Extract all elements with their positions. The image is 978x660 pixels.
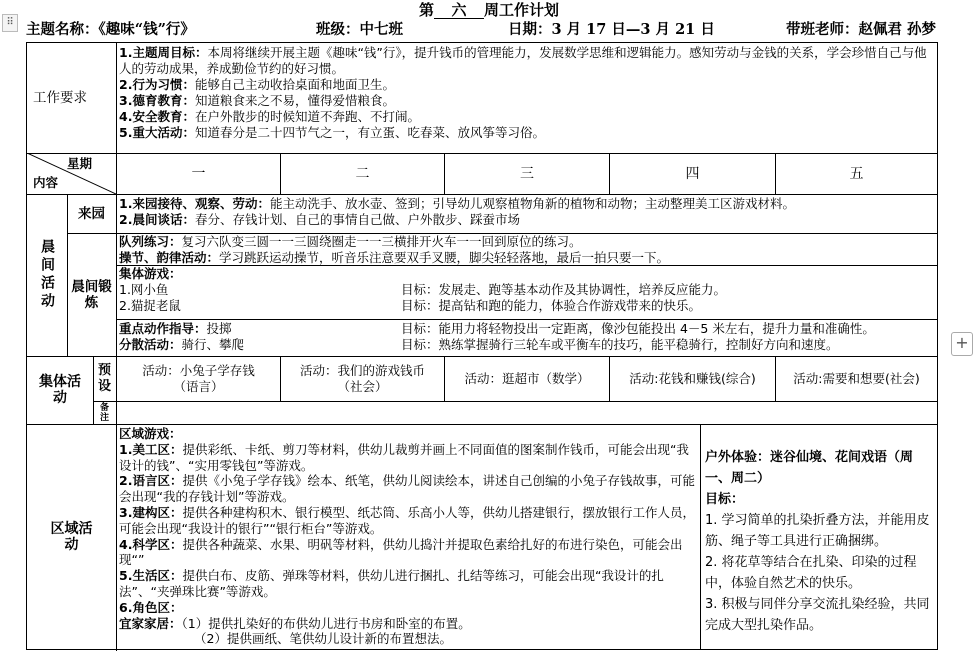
exercise-content <box>119 234 934 265</box>
key-action-goal: 目标：能用力将轻物投出一定距离，像沙包能投出 4－5 米左右，提升力量和准确性。 <box>401 321 875 336</box>
activity-friday: 活动:需要和想要(社会) <box>793 371 920 386</box>
preset-label: 预设 <box>97 362 111 394</box>
date-value: 3 月 17 日—3 月 21 日 <box>551 21 715 38</box>
outdoor-goal-3: 3. 积极与同伴分享交流扎染经验，共同完成大型扎染作品。 <box>705 597 930 633</box>
morning-activity-text: 晨间活动 <box>39 239 55 311</box>
work-requirements-content <box>119 45 934 152</box>
day-wednesday: 三 <box>520 165 534 182</box>
theme-label: 主题名称： <box>26 21 99 38</box>
work-item-key: 3.德育教育： <box>119 93 195 108</box>
date-label: 日期： <box>508 21 552 38</box>
work-item-value: 本周将继续开展主题《趣味“钱”行》，提升钱币的管理能力，发展数学思维和逻辑能力。感知劳动与金钱的关系，学会珍惜自己与他人的劳动成果，养成勤俭节约的好习惯。 <box>119 45 927 76</box>
exercise-label: 晨间锻炼 <box>71 278 112 311</box>
content-label: 内容 <box>33 175 59 190</box>
activity-tuesday <box>281 357 444 401</box>
area-art <box>119 442 698 474</box>
free-activity-value: 骑行、攀爬 <box>181 337 245 352</box>
work-item-value: 能够自己主动收拾桌面和地面卫生。 <box>194 77 395 92</box>
exercise-key: 队列练习： <box>119 234 182 249</box>
work-item-4 <box>119 109 934 125</box>
free-activity-key: 分散活动： <box>119 337 182 352</box>
key-action-row <box>119 321 934 337</box>
area-value: 提供《小兔子学存钱》绘本、纸笔，供幼儿阅读绘本，讲述自己创编的小兔子存钱故事，可能会出现“我的存钱计划”等游戏。 <box>119 473 695 505</box>
table-move-handle[interactable]: ⠿ <box>2 14 18 32</box>
activity-monday <box>117 357 280 401</box>
work-item-1 <box>119 45 934 77</box>
area-activity-label: 区域活动 <box>50 521 93 553</box>
outdoor-experience <box>705 447 935 647</box>
activity-title: 活动：小兔子学存钱 <box>142 363 255 378</box>
area-life <box>119 568 698 600</box>
work-item-key: 5.重大活动： <box>119 125 195 140</box>
area-key: 2.语言区： <box>119 473 183 489</box>
work-item-5 <box>119 125 934 141</box>
group-activity-label: 集体活动 <box>39 374 81 406</box>
arrival-line-1 <box>119 196 934 212</box>
game-goal: 目标：提高钻和跑的能力，体验合作游戏带来的快乐。 <box>401 298 702 313</box>
area-science <box>119 537 698 569</box>
day-thursday: 四 <box>685 165 700 182</box>
area-key: 3.建构区： <box>119 504 183 520</box>
area-games-title: 区域游戏： <box>119 426 182 441</box>
exercise-value: 复习六队变三圆一一三圆绕圈走一一三横排开火车一一回到原位的练习。 <box>181 234 582 249</box>
note-label: 备注 <box>99 402 109 423</box>
diagonal-header <box>27 153 116 194</box>
queue-practice <box>119 234 934 250</box>
arrival-label: 来园 <box>78 205 105 222</box>
title-suffix: 周工作计划 <box>484 1 560 19</box>
activity-wednesday: 活动：逛超市（数学） <box>464 371 590 386</box>
week-number: 六 <box>434 2 484 19</box>
work-item-key: 4.安全教育： <box>119 109 195 124</box>
game-name: 1.网小鱼 <box>119 282 169 297</box>
arrival-key: 2.晨间谈话： <box>119 212 195 227</box>
arrival-value: 能主动洗手、放水壶、签到；引导幼儿观察植物角新的植物和动物；主动整理美工区游戏材料。 <box>269 196 795 211</box>
rhythm-activity <box>119 250 934 265</box>
work-item-3 <box>119 93 934 109</box>
area-value: 提供白布、皮筋、弹珠等材料，供幼儿进行捆扎、扎结等练习，可能会出现“我设计的扎法”、“夹弹珠比赛”等游戏。 <box>119 568 664 599</box>
plan-info-row <box>26 19 976 41</box>
activity-thursday: 活动:花钱和赚钱(综合) <box>629 371 756 386</box>
activity-subject: （社会） <box>337 379 388 394</box>
work-requirements-label: 工作要求 <box>33 90 87 106</box>
class-value: 中七班 <box>359 21 403 38</box>
week-label: 星期 <box>67 156 93 171</box>
area-key: 5.生活区： <box>119 568 183 584</box>
outdoor-goal-2: 2. 将花草等结合在扎染、印染的过程中，体验自然艺术的快乐。 <box>705 555 917 591</box>
theme-value: 《趣味“钱”行》 <box>98 21 195 38</box>
exercise-key: 操节、韵律活动： <box>119 250 220 265</box>
day-friday: 五 <box>849 165 864 182</box>
key-actions <box>119 321 934 356</box>
area-key: 6.角色区： <box>119 599 183 615</box>
day-monday: 一 <box>191 165 206 182</box>
group-games <box>119 266 934 319</box>
page-title <box>0 0 978 20</box>
work-item-value: 知道粮食来之不易，懂得爱惜粮食。 <box>194 93 395 108</box>
home-value: （1）提供扎染好的布供幼儿进行书房和卧室的布置。 <box>181 615 471 631</box>
key-action-key: 重点动作指导： <box>119 321 207 336</box>
game-row-2 <box>119 298 934 314</box>
arrival-key: 1.来园接待、观察、劳动： <box>119 196 270 211</box>
day-tuesday: 二 <box>355 165 370 182</box>
teacher-info <box>786 19 936 41</box>
area-language <box>119 473 698 505</box>
work-item-key: 2.行为习惯： <box>119 77 195 92</box>
class-label: 班级： <box>316 21 360 38</box>
area-value: 提供各种蔬菜、水果、明矾等材料，供幼儿捣汁并提取色素给扎好的布进行染色，可能会出现“” <box>119 536 683 568</box>
arrival-content <box>119 196 934 233</box>
game-row-1 <box>119 282 934 298</box>
area-construction <box>119 505 698 537</box>
outdoor-goal-1: 1. 学习简单的扎染折叠方法，并能用皮筋、绳子等工具进行正确捆绑。 <box>705 513 930 549</box>
home-label: 宜家家居： <box>119 615 182 631</box>
free-activity-goal: 目标：熟练掌握骑行三轮车或平衡车的技巧，能平稳骑行，控制好方向和速度。 <box>401 337 839 352</box>
activity-title: 活动：我们的游戏钱币 <box>299 363 425 378</box>
arrival-line-2 <box>119 212 934 228</box>
exercise-value: 学习跳跃运动操节，听音乐注意要双手叉腰，脚尖轻轻落地，最后一拍只要一下。 <box>219 250 670 265</box>
game-name: 2.猫捉老鼠 <box>119 298 181 313</box>
work-item-value: 知道春分是二十四节气之一，有立蛋、吃春菜、放风筝等习俗。 <box>194 125 545 140</box>
work-item-2 <box>119 77 934 93</box>
area-value: 提供彩纸、卡纸、剪刀等材料，供幼儿裁剪并画上不同面值的图案制作钱币，可能会出现“我设计的钱”、“实用零钱包”等游戏。 <box>119 441 689 473</box>
outdoor-goal-label: 目标： <box>705 492 745 507</box>
area-games-content <box>119 426 698 649</box>
home-furnishing-line-1 <box>119 616 698 632</box>
add-column-button[interactable]: + <box>951 332 973 356</box>
teacher-value: 赵佩君 孙梦 <box>858 21 937 38</box>
area-value: 提供各种建构积木、银行模型、纸芯筒、乐高小人等，供幼儿搭建银行，摆放银行工作人员，可能会出现“我设计的银行”“银行柜台”等游戏。 <box>119 504 695 536</box>
area-key: 4.科学区： <box>119 536 183 552</box>
arrival-value: 春分、存钱计划、自己的事情自己做、户外散步、踩蚕市场 <box>194 212 520 227</box>
title-prefix: 第 <box>418 1 434 19</box>
date-info <box>508 19 715 41</box>
activity-subject: （语言） <box>173 379 224 394</box>
free-activity-row <box>119 337 934 353</box>
teacher-label: 带班老师： <box>786 21 859 38</box>
work-item-value: 在户外散步的时候知道不奔跑、不打闹。 <box>194 109 420 124</box>
weekly-plan-table <box>26 42 938 650</box>
work-item-key: 1.主题周目标： <box>119 45 208 60</box>
group-games-title: 集体游戏： <box>119 266 182 281</box>
area-key: 1.美工区： <box>119 441 183 457</box>
outdoor-title: 户外体验：迷谷仙境、花间戏语（周一、周二） <box>705 450 914 486</box>
morning-activity-label <box>27 194 67 356</box>
class-info <box>316 19 403 41</box>
home-furnishing-line-2: （2）提供画纸、笔供幼儿设计新的布置想法。 <box>194 631 452 647</box>
game-goal: 目标：发展走、跑等基本动作及其协调性，培养反应能力。 <box>401 282 727 297</box>
area-role <box>119 600 698 616</box>
key-action-value: 投掷 <box>206 321 232 336</box>
theme-info <box>26 19 195 41</box>
